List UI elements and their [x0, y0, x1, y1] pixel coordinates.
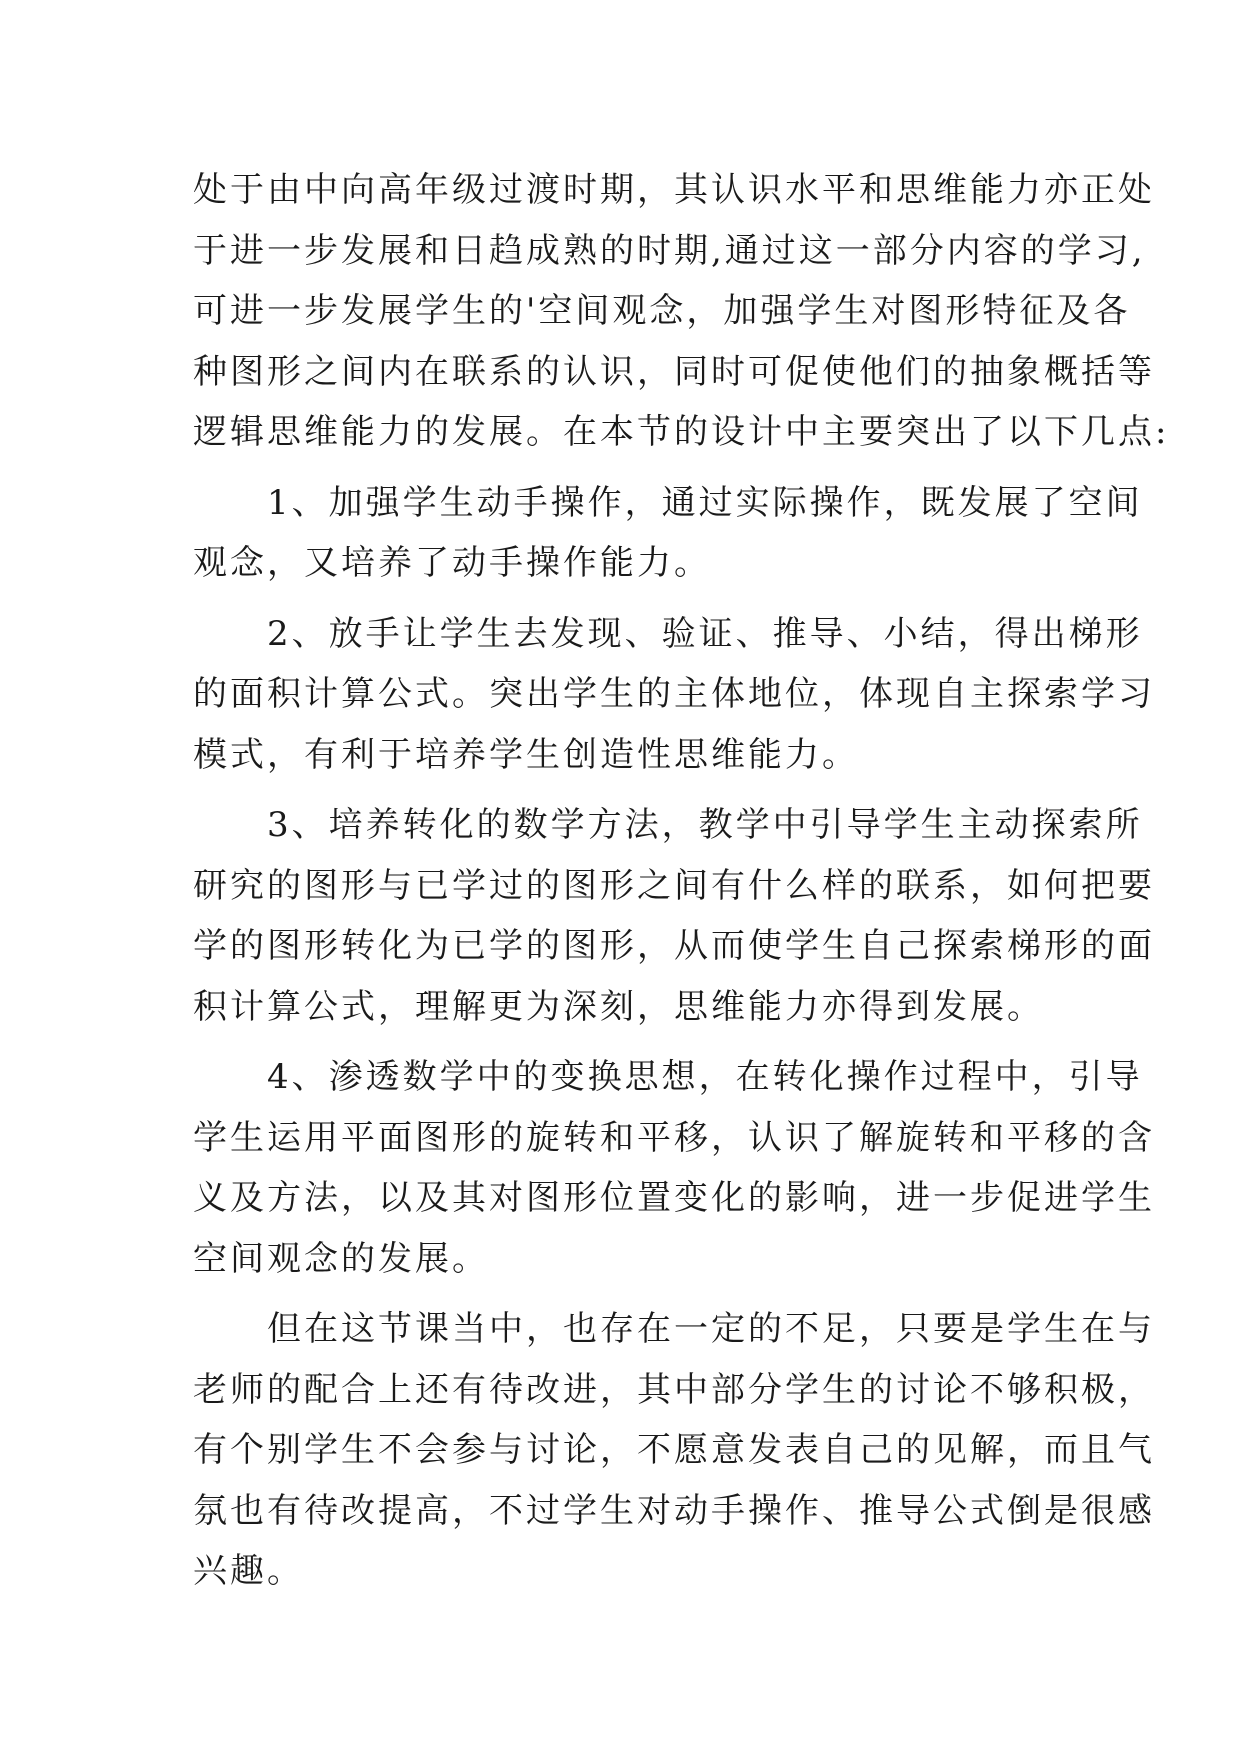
text-line: 学的图形转化为已学的图形，从而使学生自己探索梯形的面: [193, 926, 1155, 966]
text-line: 模式，有利于培养学生创造性思维能力。: [193, 734, 859, 775]
text-line: 种图形之间内在联系的认识，同时可促使他们的抽象概括等: [193, 351, 1155, 392]
text-line: 研究的图形与已学过的图形之间有什么样的联系，如何把要: [193, 865, 1155, 906]
text-line: 4、渗透数学中的变换思想，在转化操作过程中，引导: [193, 1057, 1143, 1097]
text-line: 处于由中向高年级过渡时期，其认识水平和思维能力亦正处: [193, 170, 1155, 210]
paragraph-point-4: [193, 1047, 1155, 1289]
paragraph-point-1: [193, 473, 1143, 594]
text-line: 老师的配合上还有待改进，其中部分学生的讨论不够积极，: [193, 1369, 1155, 1410]
text-line: 氛也有待改提高，不过学生对动手操作、推导公式倒是很感: [193, 1490, 1155, 1531]
text-line: 观念，又培养了动手操作能力。: [193, 543, 711, 583]
text-line: 的面积计算公式。突出学生的主体地位，体现自主探索学习: [193, 674, 1155, 714]
text-line: 3、培养转化的数学方法，教学中引导学生主动探索所: [193, 805, 1143, 845]
text-line: 积计算公式，理解更为深刻，思维能力亦得到发展。: [193, 986, 1044, 1027]
text-line: 逻辑思维能力的发展。在本节的设计中主要突出了以下几点:: [193, 412, 1170, 452]
text-line: 1、加强学生动手操作，通过实际操作，既发展了空间: [193, 482, 1143, 523]
text-line: 有个别学生不会参与讨论，不愿意发表自己的见解，而且气: [193, 1430, 1155, 1470]
text-line: 义及方法，以及其对图形位置变化的影响，进一步促进学生: [193, 1178, 1155, 1218]
text-line: 学生运用平面图形的旋转和平移，认识了解旋转和平移的含: [193, 1117, 1155, 1158]
paragraph-point-2: [193, 604, 1155, 786]
text-line: 于进一步发展和日趋成熟的时期,通过这一部分内容的学习,: [193, 230, 1146, 271]
text-line: 空间观念的发展。: [193, 1238, 489, 1279]
paragraph-conclusion: [193, 1299, 1155, 1602]
text-line: 2、放手让学生去发现、验证、推导、小结，得出梯形: [193, 613, 1143, 654]
paragraph-intro: [193, 160, 1170, 463]
paragraph-point-3: [193, 795, 1155, 1037]
text-line: 可进一步发展学生的'空间观念，加强学生对图形特征及各: [193, 291, 1131, 331]
text-line: 但在这节课当中，也存在一定的不足，只要是学生在与: [193, 1309, 1155, 1349]
document-body: [193, 160, 1170, 1602]
text-line: 兴趣。: [193, 1551, 304, 1591]
